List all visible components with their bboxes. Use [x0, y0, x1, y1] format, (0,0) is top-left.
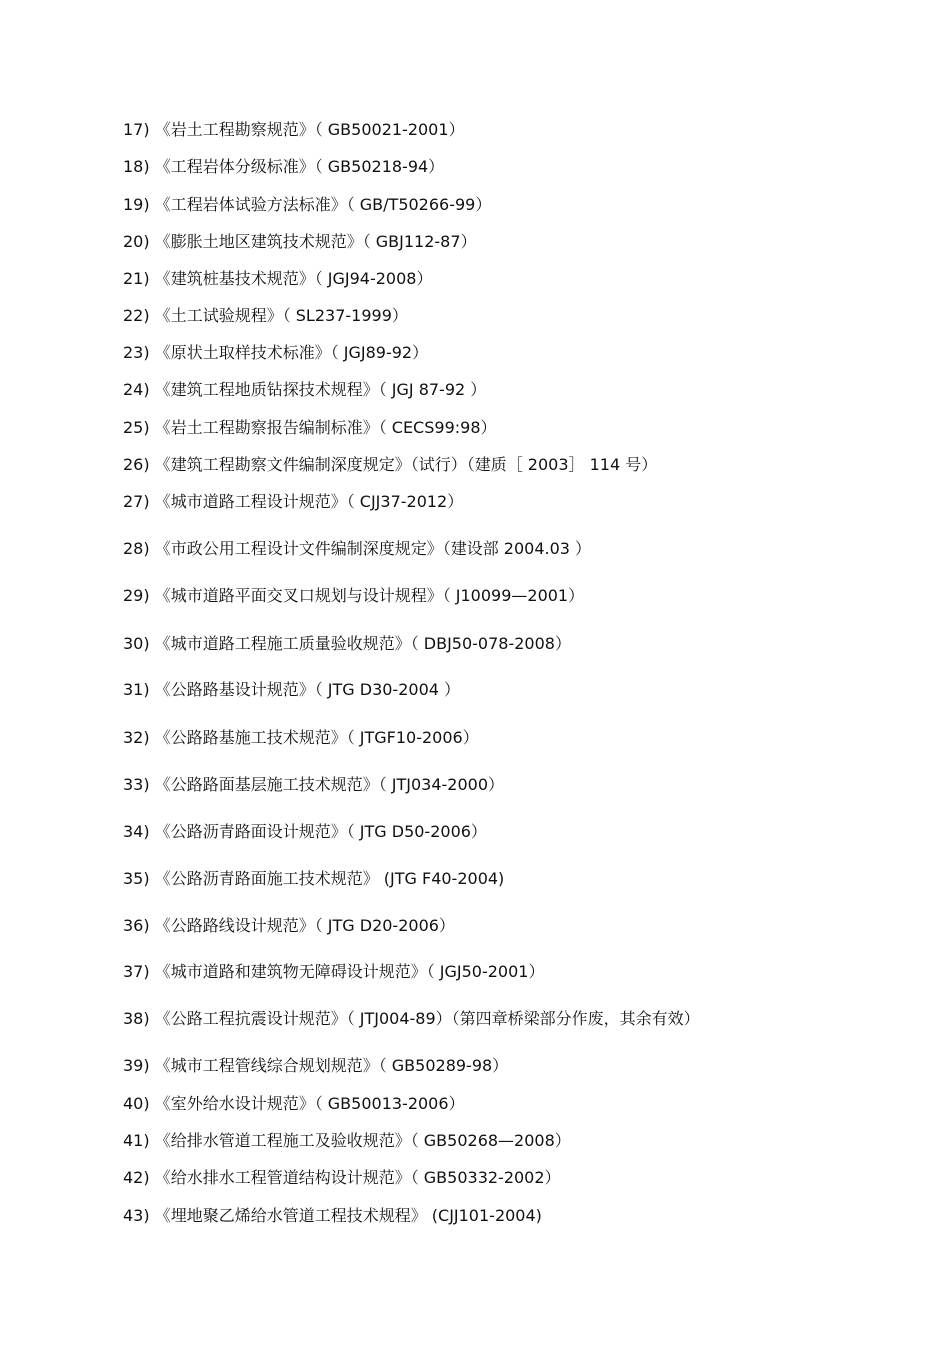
list-item: 19) 《工程岩体试验方法标准》（ GB/T50266-99） — [123, 195, 492, 214]
list-item: 27) 《城市道路工程设计规范》（ CJJ37-2012） — [123, 492, 464, 511]
list-item: 26) 《建筑工程勘察文件编制深度规定》（试行）（建质［ 2003］ 114 号） — [123, 455, 658, 474]
list-item: 23) 《原状土取样技术标准》（ JGJ89-92） — [123, 343, 429, 362]
list-item: 17) 《岩土工程勘察规范》（ GB50021-2001） — [123, 120, 465, 139]
list-item: 25) 《岩土工程勘察报告编制标准》（ CECS99:98） — [123, 418, 497, 437]
list-item: 32) 《公路路基施工技术规范》（ JTGF10-2006） — [123, 728, 479, 747]
list-item: 39) 《城市工程管线综合规划规范》（ GB50289-98） — [123, 1056, 509, 1075]
list-item: 24) 《建筑工程地质钻探技术规程》（ JGJ 87-92 ） — [123, 380, 487, 399]
list-item: 18) 《工程岩体分级标准》（ GB50218-94） — [123, 157, 445, 176]
list-item: 20) 《膨胀土地区建筑技术规范》（ GBJ112-87） — [123, 232, 477, 251]
list-item: 30) 《城市道路工程施工质量验收规范》（ DBJ50-078-2008） — [123, 634, 571, 653]
list-item: 35) 《公路沥青路面施工技术规范》 (JTG F40-2004) — [123, 869, 505, 888]
list-item: 36) 《公路路线设计规范》（ JTG D20-2006） — [123, 916, 455, 935]
list-item: 34) 《公路沥青路面设计规范》（ JTG D50-2006） — [123, 822, 487, 841]
list-item: 37) 《城市道路和建筑物无障碍设计规范》（ JGJ50-2001） — [123, 962, 545, 981]
list-item: 43) 《埋地聚乙烯给水管道工程技术规程》 (CJJ101-2004) — [123, 1206, 542, 1225]
list-item: 42) 《给水排水工程管道结构设计规范》（ GB50332-2002） — [123, 1168, 561, 1187]
list-item: 40) 《室外给水设计规范》（ GB50013-2006） — [123, 1094, 465, 1113]
list-item: 33) 《公路路面基层施工技术规范》（ JTJ034-2000） — [123, 775, 505, 794]
list-item: 21) 《建筑桩基技术规范》（ JGJ94-2008） — [123, 269, 433, 288]
list-item: 29) 《城市道路平面交叉口规划与设计规程》（ J10099—2001） — [123, 586, 585, 605]
list-item: 41) 《给排水管道工程施工及验收规范》（ GB50268—2008） — [123, 1131, 571, 1150]
list-item: 22) 《土工试验规程》（ SL237-1999） — [123, 306, 408, 325]
list-item: 31) 《公路路基设计规范》（ JTG D30-2004 ） — [123, 680, 461, 699]
list-item: 28) 《市政公用工程设计文件编制深度规定》（建设部 2004.03 ） — [123, 539, 592, 558]
list-item: 38) 《公路工程抗震设计规范》（ JTJ004-89）（第四章桥梁部分作废，其余有效） — [123, 1009, 700, 1028]
